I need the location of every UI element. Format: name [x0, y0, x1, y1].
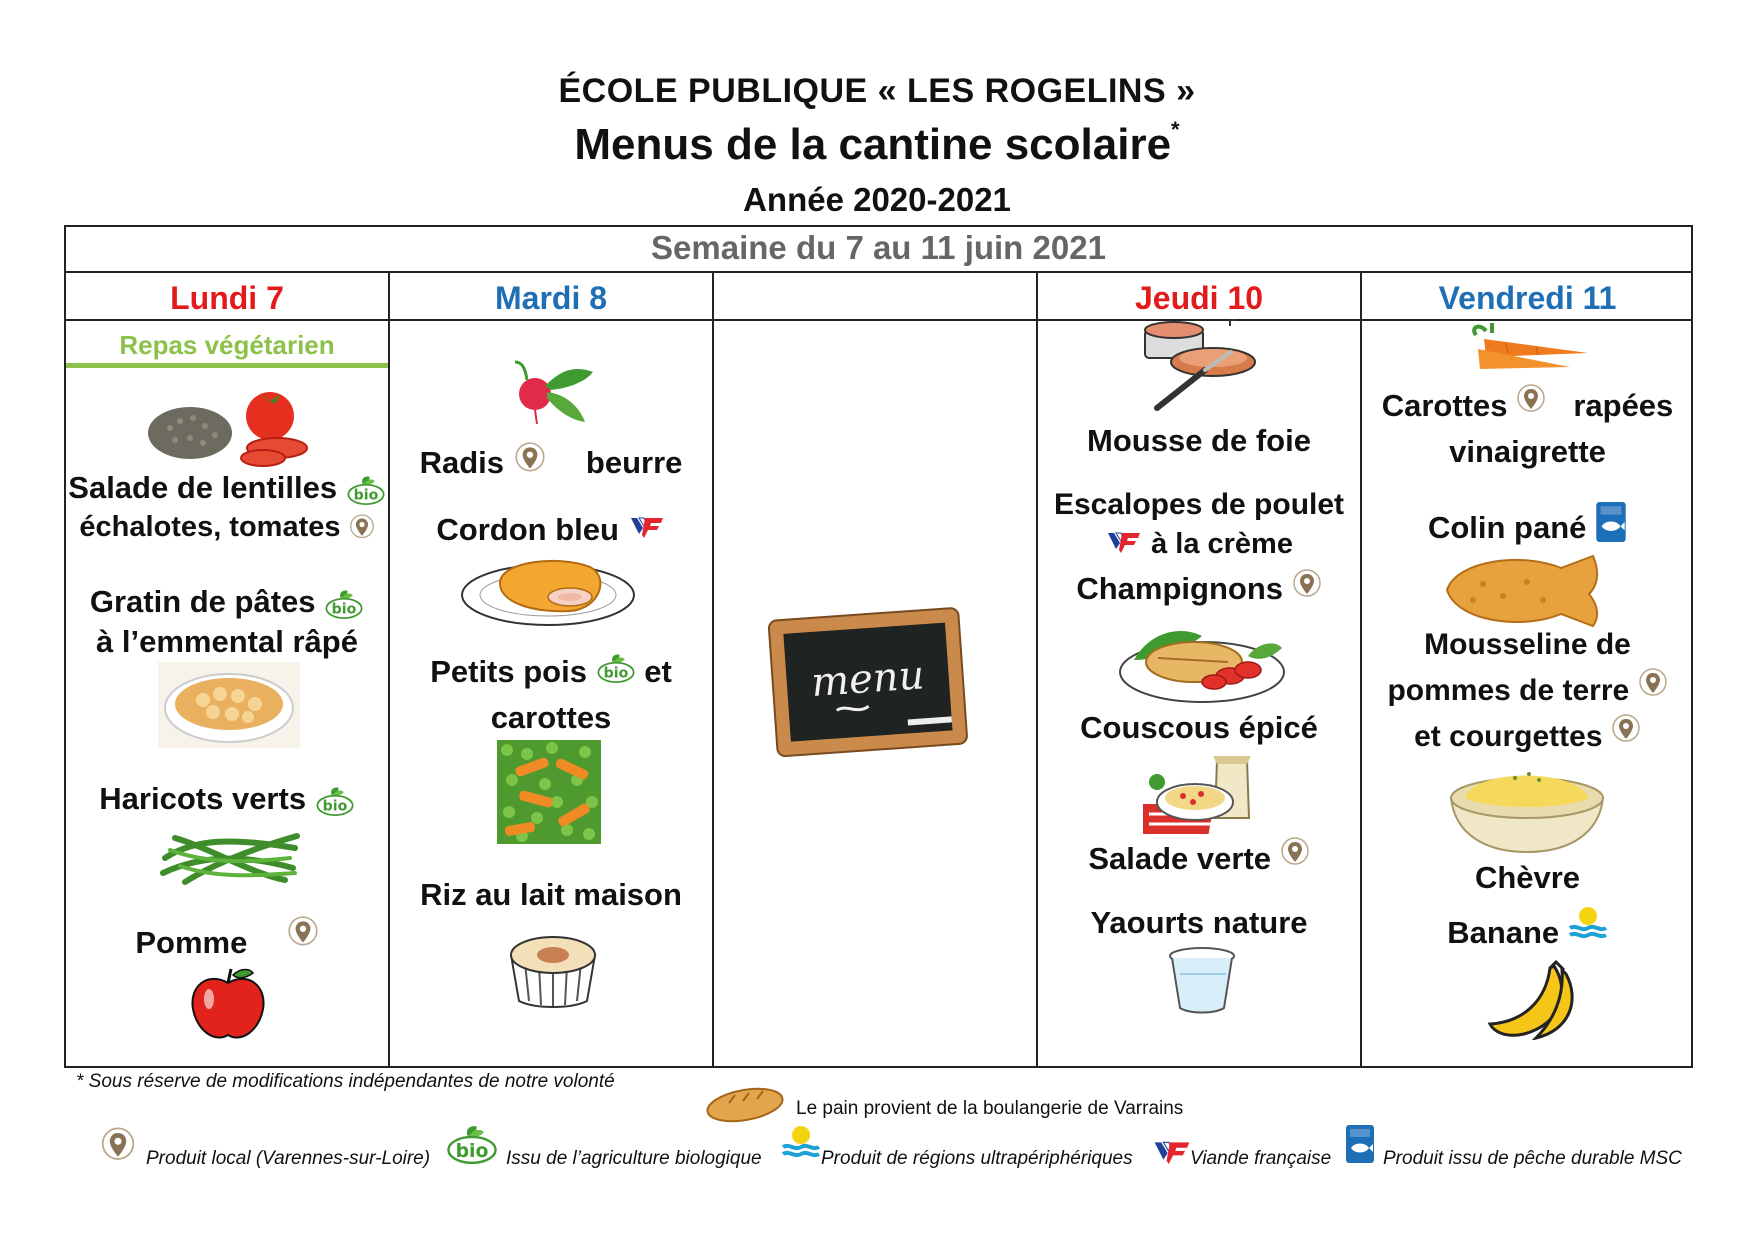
dish-label: Pomme [135, 925, 248, 960]
local-pin-icon [287, 915, 319, 951]
rup-icon [781, 1124, 821, 1160]
dish-green-beans [66, 781, 388, 817]
title-asterisk: * [1171, 117, 1180, 143]
dish-mushrooms [1038, 571, 1360, 608]
rup-icon [1568, 906, 1608, 940]
footnote: * Sous réserve de modifications indépendantes de notre volonté [76, 1071, 615, 1092]
dish-chicken-escalope-2 [1038, 528, 1360, 561]
dish-pasta-gratin [66, 584, 388, 620]
msc-icon [1345, 1124, 1375, 1164]
legend-msc: Produit issu de pêche durable MSC [1383, 1148, 1682, 1169]
local-pin-icon [349, 513, 375, 543]
local-pin-icon [1611, 713, 1641, 747]
day-friday: Vendredi 11 [1438, 280, 1617, 316]
dish-label: Colin pané [1427, 510, 1587, 546]
dish-plain-yogurt: Yaourts nature [1090, 905, 1308, 940]
menu-slate-illustration [765, 604, 975, 762]
dish-pasta-gratin-2: à l’emmental râpé [96, 624, 358, 659]
bread-origin: Le pain provient de la boulangerie de Varrains [796, 1098, 1184, 1119]
dish-label: échalotes, tomates [79, 511, 341, 543]
dish-lentil-salad-extras [66, 511, 388, 544]
dish-label: Radis [419, 445, 505, 480]
dish-mash-2 [1362, 674, 1693, 709]
bio-icon [346, 475, 386, 505]
radish-illustration [507, 358, 597, 428]
mash-illustration [1445, 764, 1609, 854]
vf-icon [628, 514, 666, 538]
dish-label: Banane [1447, 915, 1560, 950]
dish-goat-cheese: Chèvre [1474, 860, 1581, 895]
local-pin-icon [1280, 836, 1310, 870]
dish-label: Champignons [1076, 571, 1284, 606]
dish-apple [66, 925, 388, 963]
dish-radish-butter [390, 445, 712, 483]
bio-icon [446, 1124, 498, 1164]
divider [712, 271, 714, 1068]
dish-couscous: Couscous épicé [1080, 710, 1318, 745]
yogurt-illustration [1166, 946, 1240, 1016]
dish-lentil-salad [66, 470, 388, 506]
local-pin-icon [100, 1126, 136, 1166]
dish-grated-carrots-2: vinaigrette [1449, 434, 1606, 469]
dish-label: Salade de lentilles [68, 470, 338, 505]
day-tuesday: Mardi 8 [494, 280, 608, 316]
bread-icon [705, 1083, 785, 1125]
lentils-tomato-illustration [145, 388, 315, 468]
green-beans-illustration [155, 818, 303, 890]
divider [64, 319, 1693, 321]
page-title: Menus de la cantine scolaire* [574, 117, 1180, 169]
dish-label: Haricots verts [99, 781, 307, 816]
bio-icon [315, 786, 355, 816]
dish-breaded-hake [1362, 509, 1693, 551]
dish-green-salad [1038, 841, 1360, 878]
school-name: ÉCOLE PUBLIQUE « LES ROGELINS » [558, 72, 1196, 110]
liver-mousse-illustration [1135, 318, 1265, 414]
day-wednesday [714, 273, 1036, 319]
couscous-illustration [1143, 752, 1263, 838]
vegetarian-banner: Repas végétarien [66, 322, 388, 368]
dish-label: et courgettes [1414, 720, 1603, 753]
dish-mash-3 [1362, 720, 1693, 755]
slate-text: menu [809, 652, 926, 707]
rice-pudding-illustration [505, 925, 601, 1011]
msc-icon [1595, 501, 1627, 543]
banana-illustration [1484, 960, 1578, 1040]
dish-peas-carrots-2: carottes [490, 700, 612, 735]
carrots-illustration [1466, 323, 1590, 375]
day-thursday: Jeudi 10 [1134, 280, 1264, 316]
legend-rup: Produit de régions ultrapériphériques [821, 1148, 1133, 1169]
apple-illustration [187, 965, 269, 1045]
dish-banana [1362, 915, 1693, 952]
dish-label: et [644, 654, 672, 689]
breaded-fish-illustration [1443, 554, 1609, 628]
dish-grated-carrots [1362, 388, 1693, 425]
legend-local: Produit local (Varennes-sur-Loire) [146, 1148, 431, 1169]
bio-icon [324, 589, 364, 619]
dish-rice-pudding: Riz au lait maison [420, 877, 682, 912]
bio-icon [596, 653, 636, 683]
school-year: Année 2020-2021 [743, 181, 1011, 218]
cordon-bleu-illustration [460, 553, 640, 627]
local-pin-icon [1292, 568, 1322, 602]
dish-label: Cordon bleu [436, 512, 619, 547]
dish-label: Salade verte [1088, 841, 1272, 876]
dish-label: à la crème [1151, 528, 1293, 560]
dish-label: Carottes [1381, 388, 1508, 423]
dish-chicken-escalope: Escalopes de poulet [1053, 488, 1345, 521]
dish-peas-carrots [390, 654, 712, 690]
dish-label: Petits pois [430, 654, 587, 689]
gratin-illustration [158, 662, 300, 748]
local-pin-icon [1638, 667, 1668, 701]
dish-label: pommes de terre [1387, 674, 1630, 707]
divider [1036, 271, 1038, 1068]
dish-cordon-bleu [390, 512, 712, 548]
dish-label: Gratin de pâtes [89, 584, 316, 619]
chicken-plate-illustration [1118, 614, 1288, 706]
legend-bio: Issu de l’agriculture biologique [506, 1148, 762, 1169]
day-monday: Lundi 7 [170, 280, 284, 316]
vf-icon [1152, 1138, 1192, 1164]
vf-icon [1105, 529, 1143, 553]
dish-mash: Mousseline de [1424, 628, 1631, 661]
dish-label: rapées [1573, 388, 1674, 423]
dish-label: beurre [585, 445, 683, 480]
local-pin-icon [513, 441, 547, 477]
peas-carrots-illustration [497, 740, 601, 844]
local-pin-icon [1516, 383, 1546, 417]
dish-liver-mousse: Mousse de foie [1087, 423, 1311, 458]
legend-vf: Viande française [1190, 1148, 1332, 1169]
week-label: Semaine du 7 au 11 juin 2021 [651, 229, 1106, 266]
